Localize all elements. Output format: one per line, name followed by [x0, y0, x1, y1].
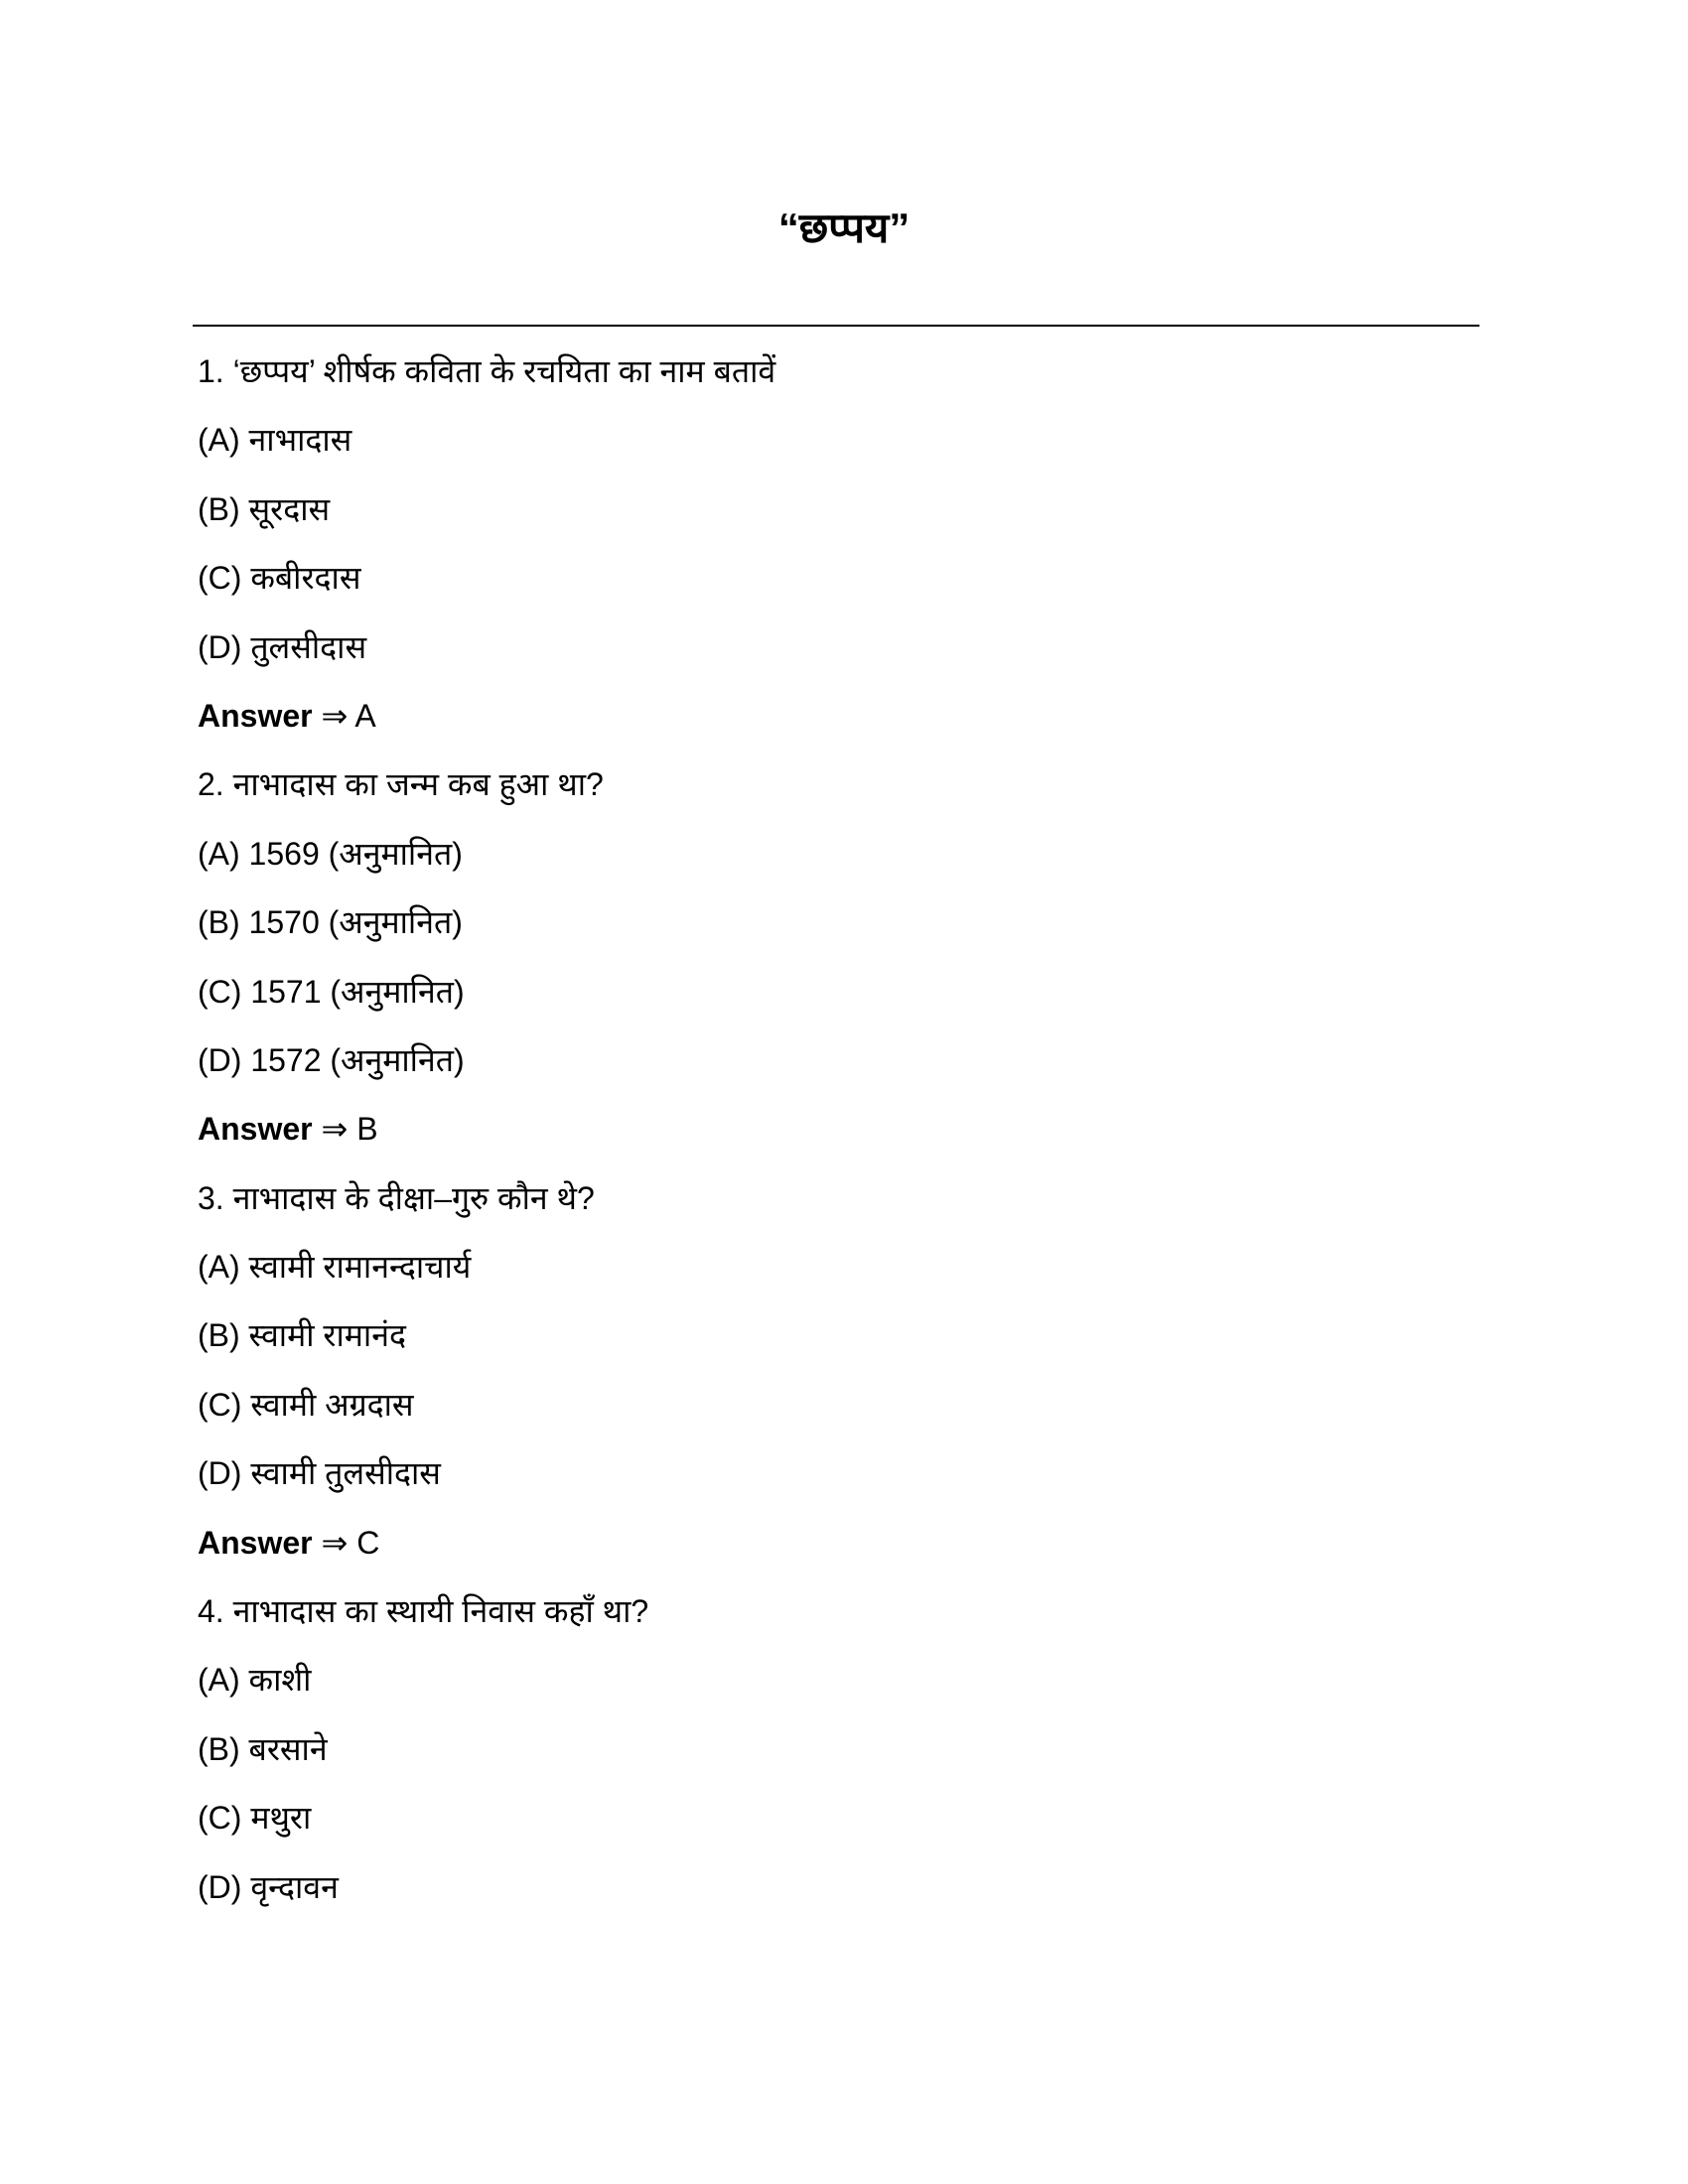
question-text: 2. नाभादास का जन्म कब हुआ था?: [198, 766, 604, 803]
question-text: 3. नाभादास के दीक्षा–गुरु कौन थे?: [198, 1179, 595, 1216]
answer-option: (A) काशी: [198, 1662, 312, 1699]
answer-option: (D) स्वामी तुलसीदास: [198, 1455, 441, 1492]
answer-label: Answer: [198, 697, 313, 734]
answer-option: (B) सूरदास: [198, 490, 331, 527]
arrow-icon: ⇒: [321, 697, 349, 734]
answer-option: (A) स्वामी रामानन्दाचार्य: [198, 1249, 472, 1286]
arrow-icon: ⇒: [321, 1524, 349, 1561]
answer-option: (C) मथुरा: [198, 1800, 312, 1837]
question-list: [198, 338, 775, 1922]
question-text: 1. ‘छप्पय’ शीर्षक कविता के रचयिता का नाम बतावें: [198, 353, 776, 389]
answer-value: A: [354, 697, 376, 734]
answer-option: (D) तुलसीदास: [198, 628, 367, 665]
answer-option: (A) नाभादास: [198, 422, 352, 459]
arrow-icon: ⇒: [321, 1111, 349, 1148]
answer-label: Answer: [198, 1524, 313, 1561]
page-title: “छप्पय”: [777, 205, 911, 251]
answer-line: [198, 682, 775, 751]
answer-option: (D) वृन्दावन: [198, 1868, 339, 1905]
question-text: 4. नाभादास का स्थायी निवास कहाँ था?: [198, 1593, 649, 1630]
answer-option: (C) 1571 (अनुमानित): [198, 973, 465, 1010]
answer-option: (A) 1569 (अनुमानित): [198, 835, 463, 872]
answer-option: (C) स्वामी अग्रदास: [198, 1386, 414, 1423]
answer-value: B: [356, 1111, 378, 1148]
answer-label: Answer: [198, 1111, 313, 1148]
answer-option: (B) स्वामी रामानंद: [198, 1317, 406, 1354]
answer-option: (B) 1570 (अनुमानित): [198, 904, 463, 941]
title-divider: [193, 325, 1479, 327]
answer-option: (B) बरसाने: [198, 1730, 328, 1767]
answer-option: (C) कबीरदास: [198, 560, 361, 597]
answer-value: C: [356, 1524, 380, 1561]
answer-option: (D) 1572 (अनुमानित): [198, 1041, 465, 1078]
answer-line: [198, 1509, 775, 1577]
answer-line: [198, 1095, 775, 1163]
